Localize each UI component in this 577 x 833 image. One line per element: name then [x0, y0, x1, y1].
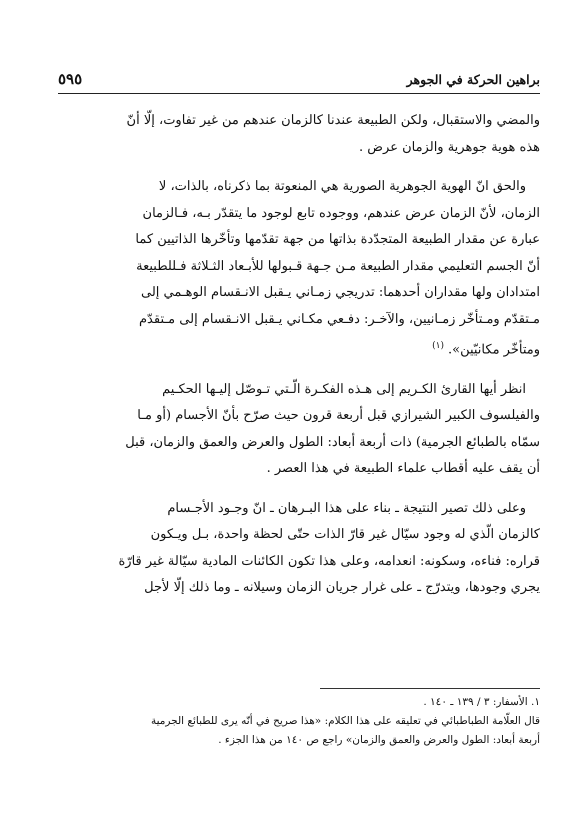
running-title: براهين الحركة في الجوهر: [406, 72, 540, 87]
text-line-content: ومتأخّر مكانيّين».: [447, 342, 540, 358]
paragraph-2: [58, 174, 540, 364]
footnote-line: ١. الأسفار: ٣ / ١٣٩ ـ ١٤٠ .: [423, 696, 540, 708]
text-line: أن يقف عليه أقطاب علماء الطبيعة في هذا العصر .: [266, 461, 540, 477]
footnote-reference[interactable]: (١): [432, 341, 444, 351]
page-number: ٥٩٥: [58, 70, 83, 88]
text-line: كالزمان الّذي له وجود سيّال غير قارّ الذات حتّى لحظة واحدة، بـل ويـكون: [150, 527, 540, 543]
paragraph-3: [58, 377, 540, 483]
footnote-line: قال العلّامة الطباطبائي في تعليقه على هذا الكلام: «هذا صريح في أنّه يرى للطبائع الجرمية: [150, 715, 540, 727]
text-line: مـتقدّم ومـتأخّر زمـانيين، والآخـر: دفـعي مكـاني يـقبل الانـقسام إلى مـتقدّم: [139, 311, 540, 327]
text-line: أنّ الجسم التعليمي مقدار الطبيعة مـن جـهة قـبولها للأبـعاد الثـلاثة فـللطبيعة: [136, 258, 540, 274]
header-rule: [58, 93, 540, 94]
text-line: الزمان، لأنّ الزمان عرض عندهم، ووجوده تابع لوجود ما يتقدّر بـه، فـالزمان: [142, 205, 540, 221]
page-header: [58, 70, 540, 92]
text-line: امتدادان ولها مقداران أحدهما: تدريجي زمـاني يـقبل الانـقسام الوهـمي إلى: [140, 285, 540, 300]
main-text: [58, 108, 540, 615]
text-line: والحق انّ الهوية الجوهرية الصورية هي المنعوتة بما ذكرناه، بالذات، لا: [158, 179, 526, 194]
text-line: والفيلسوف الكبير الشيرازي قبل أربعة قرون حيث صرّح بأنّ الأجسام (أو مـا: [137, 408, 540, 424]
text-line: وعلى ذلك تصير النتيجة ـ بناء على هذا البـرهان ـ انّ وجـود الأجـسام: [167, 500, 526, 516]
text-line: هذه هوية جوهرية والزمان عرض .: [359, 139, 540, 155]
text-line: والمضي والاستقبال، ولكن الطبيعة عندنا كالزمان عندهم من غير تفاوت، إلّا أنّ: [126, 113, 540, 128]
text-line: قراره: فناءه، وسكونه: انعدامه، وعلى هذا تكون الكائنات المادية سيّالة غير قارّة: [118, 553, 540, 569]
footnote-line: أربعة أبعاد: الطول والعرض والعمق والزمان» راجع ص ١٤٠ من هذا الجزء .: [218, 734, 540, 746]
footnote-rule: [320, 688, 540, 689]
text-line: عبارة عن مقدار الطبيعة المتجدّدة بذاتها من جهة تقدّمها وتأخّرها الذاتيين كما: [135, 232, 540, 247]
text-line: [58, 333, 540, 364]
footnotes: [58, 693, 540, 750]
paragraph-1: [58, 108, 540, 161]
text-line: انظر أيها القارئ الكـريم إلى هـذه الفكـرة الّـتي تـوصّل إليـها الحكـيم: [162, 381, 526, 397]
text-line: يجري وجودها، ويتدرّج ـ على غرار جريان الزمان وسيلانه ـ وما ذلك إلّا لأجل: [144, 580, 540, 596]
paragraph-4: [58, 496, 540, 602]
text-line: سمّاه بالطبائع الجرمية) ذات أربعة أبعاد: الطول والعرض والعمق والزمان، قبل: [125, 434, 540, 450]
